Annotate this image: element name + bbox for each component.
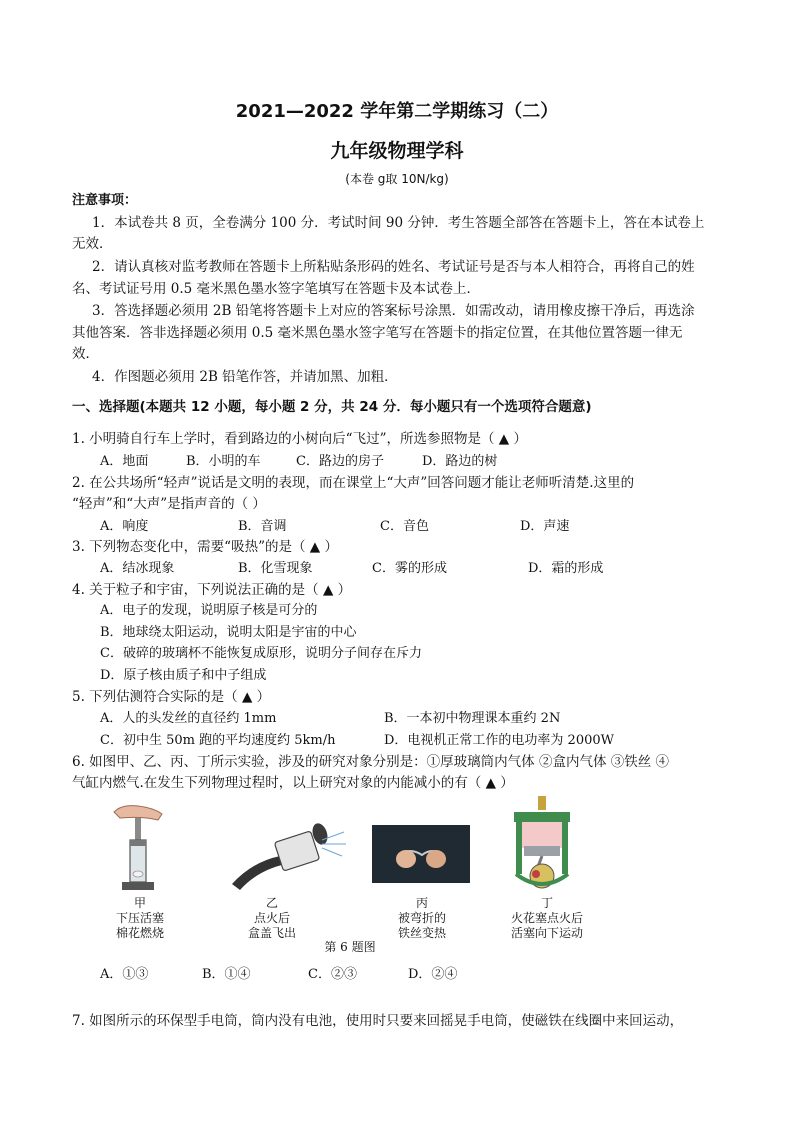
notice-item3: 3．答选择题必须用 2B 铅笔将答题卡上对应的答案标号涂黑．如需改动，请用橡皮擦干净后，再选涂 bbox=[92, 303, 695, 319]
fig-yi-caption-2: 盒盖飞出 bbox=[247, 926, 296, 940]
q4-option-b: B．地球绕太阳运动，说明太阳是宇宙的中心 bbox=[100, 625, 357, 640]
q3-option-b: B．化雪现象 bbox=[238, 561, 313, 576]
q5-option-a: A．人的头发丝的直径约 1mm bbox=[100, 711, 277, 726]
fig-bing-caption-1: 被弯折的 bbox=[397, 911, 446, 925]
notice-item3-cont2: 效． bbox=[72, 346, 99, 362]
q3-option-c: C．雾的形成 bbox=[372, 561, 447, 576]
notice-heading: 注意事项： bbox=[72, 193, 138, 208]
q6-option-c: C．②③ bbox=[308, 967, 357, 982]
q1-stem: 1. 小明骑自行车上学时，看到路边的小树向后“飞过”，所选参照物是（ ▲ ） bbox=[72, 431, 527, 447]
figure-bing-bending-wire bbox=[372, 825, 470, 883]
q5-stem: 5. 下列估测符合实际的是（ ▲ ） bbox=[72, 689, 271, 705]
q1-option-c: C．路边的房子 bbox=[296, 454, 384, 469]
q5-option-d: D．电视机正常工作的电功率为 2000W bbox=[384, 733, 615, 748]
exam-subject: 九年级物理学科 bbox=[330, 140, 464, 162]
section-heading: 一、选择题(本题共 12 小题，每小题 2 分，共 24 分．每小题只有一个选项符合题意) bbox=[72, 399, 592, 415]
q3-option-d: D．霜的形成 bbox=[528, 561, 604, 576]
notice-item3-cont: 其他答案．答非选择题必须用 0.5 毫米黑色墨水签字笔写在答题卡的指定位置，在其他位置答题一律无 bbox=[72, 325, 683, 341]
q3-stem: 3. 下列物态变化中，需要“吸热”的是（ ▲ ） bbox=[72, 539, 338, 555]
q2-option-d: D．声速 bbox=[520, 519, 570, 534]
fig-ding-caption-1: 火花塞点火后 bbox=[510, 911, 583, 925]
q6-option-a: A．①③ bbox=[100, 967, 149, 982]
exam-note: (本卷 g取 10N/kg) bbox=[345, 172, 449, 186]
figure-jia-compression-cylinder bbox=[108, 800, 168, 896]
figure-yi-ignition-box bbox=[222, 822, 352, 894]
q6-stem: 6. 如图甲、乙、丙、丁所示实验，涉及的研究对象分别是：①厚玻璃筒内气体 ②盒内气体 ③铁丝 ④ bbox=[72, 754, 670, 770]
q5-option-c: C．初中生 50m 跑的平均速度约 5km/h bbox=[100, 733, 336, 748]
fig-jia-caption-1: 下压活塞 bbox=[115, 911, 164, 925]
q6-option-d: D．②④ bbox=[408, 967, 458, 982]
q4-option-c: C．破碎的玻璃杯不能恢复成原形，说明分子间存在斥力 bbox=[100, 646, 422, 661]
fig-bing-label: 丙 bbox=[415, 896, 428, 910]
figure-ding-engine-cylinder bbox=[506, 796, 578, 892]
fig-ding-caption-2: 活塞向下运动 bbox=[510, 926, 583, 940]
notice-item1: 1．本试卷共 8 页，全卷满分 100 分．考试时间 90 分钟．考生答题全部答在答题卡上，答在本试卷上 bbox=[92, 215, 705, 231]
fig-jia-caption-2: 棉花燃烧 bbox=[115, 926, 164, 940]
fig-bing-caption-2: 铁丝变热 bbox=[397, 926, 446, 940]
q2-stem-cont: “轻声”和“大声”是指声音的（ ） bbox=[72, 496, 266, 512]
q2-option-c: C．音色 bbox=[380, 519, 429, 534]
q6-figure-caption: 第 6 题图 bbox=[324, 940, 376, 954]
notice-item2: 2．请认真核对监考教师在答题卡上所粘贴条形码的姓名、考试证号是否与本人相符合，再将自己的姓 bbox=[92, 259, 695, 275]
q7-stem: 7. 如图所示的环保型手电筒，筒内没有电池，使用时只要来回摇晃手电筒，使磁铁在线圈中来回运动， bbox=[72, 1013, 684, 1029]
fig-ding-label: 丁 bbox=[540, 896, 553, 910]
fig-yi-caption-1: 点火后 bbox=[253, 911, 290, 925]
q6-option-b: B．①④ bbox=[202, 967, 251, 982]
fig-yi-label: 乙 bbox=[265, 896, 278, 910]
q2-stem: 2. 在公共场所“轻声”说话是文明的表现，而在课堂上“大声”回答问题才能让老师听清楚.这里的 bbox=[72, 475, 635, 491]
notice-item4: 4．作图题必须用 2B 铅笔作答，并请加黑、加粗． bbox=[92, 369, 398, 385]
q2-option-b: B．音调 bbox=[238, 519, 287, 534]
fig-jia-label: 甲 bbox=[133, 896, 146, 910]
q6-stem-cont: 气缸内燃气.在发生下列物理过程时，以上研究对象的内能减小的有（ ▲ ） bbox=[72, 775, 514, 791]
q4-option-a: A．电子的发现，说明原子核是可分的 bbox=[100, 603, 318, 618]
q2-option-a: A．响度 bbox=[100, 519, 149, 534]
q1-option-d: D．路边的树 bbox=[422, 454, 498, 469]
q3-option-a: A．结冰现象 bbox=[100, 561, 175, 576]
notice-item2-cont: 名、考试证号用 0.5 毫米黑色墨水签字笔填写在答题卡及本试卷上． bbox=[72, 281, 481, 297]
q4-stem: 4. 关于粒子和宇宙，下列说法正确的是（ ▲ ） bbox=[72, 582, 352, 598]
exam-title: 2021—2022 学年第二学期练习（二） bbox=[235, 101, 559, 122]
q1-option-a: A．地面 bbox=[100, 454, 149, 469]
q5-option-b: B．一本初中物理课本重约 2N bbox=[384, 711, 561, 726]
notice-item1-cont: 无效． bbox=[72, 236, 113, 252]
q1-option-b: B．小明的车 bbox=[186, 454, 261, 469]
q4-option-d: D．原子核由质子和中子组成 bbox=[100, 668, 267, 683]
